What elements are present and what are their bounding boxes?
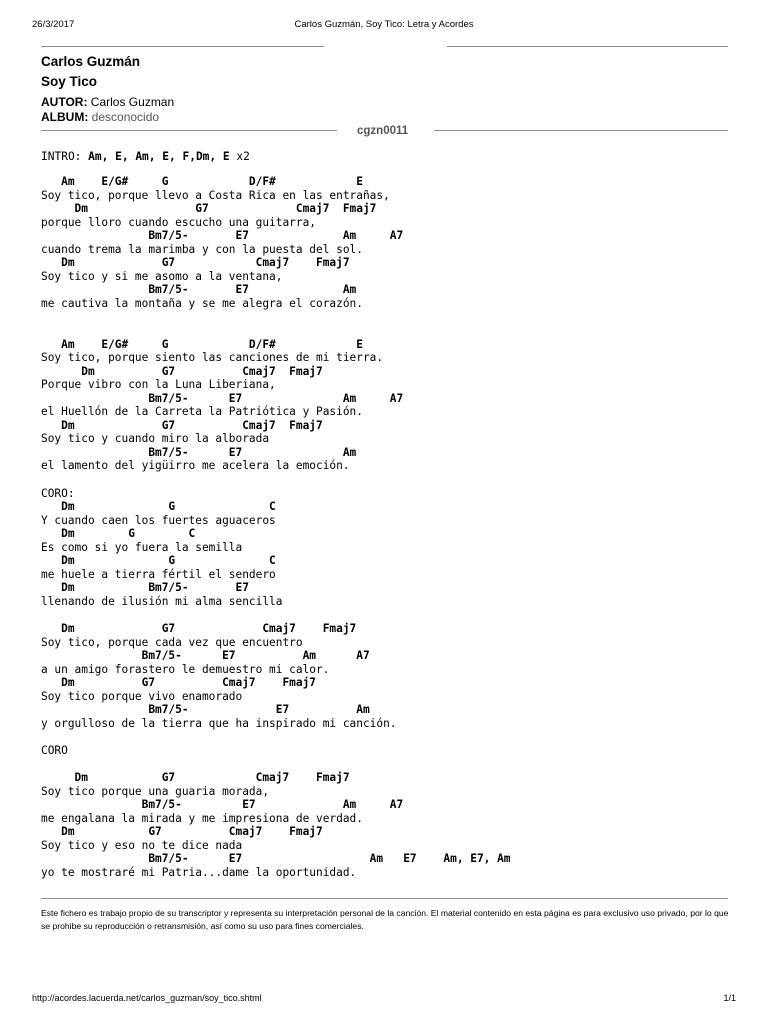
top-rule-right	[447, 46, 728, 47]
lyric-line: Soy tico y cuando miro la alborada	[41, 432, 270, 446]
chord-line: Dm G C	[41, 554, 276, 568]
lyric-line: Es como si yo fuera la semilla	[41, 540, 243, 554]
lyric-line: Soy tico porque vivo enamorado	[41, 689, 243, 703]
chord-line: Bm7/5- E7 Am A7	[41, 649, 370, 663]
song-body	[41, 175, 511, 879]
chord-line: Dm G7 Cmaj7 Fmaj7	[41, 202, 377, 216]
album-label: ALBUM:	[41, 110, 89, 124]
lyric-line: me cautiva la montaña y se me alegra el corazón.	[41, 296, 363, 310]
section-label: CORO	[41, 743, 68, 757]
lyric-line: Y cuando caen los fuertes aguaceros	[41, 513, 276, 527]
intro-label: INTRO:	[41, 150, 82, 163]
chord-line: Dm G C	[41, 527, 196, 541]
lyric-line: yo te mostraré mi Patria...dame la oportunidad.	[41, 865, 357, 879]
artist-name: Carlos Guzmán	[41, 54, 141, 69]
lyric-line: cuando trema la marimba y con la puesta del sol.	[41, 242, 363, 256]
lyric-line: me engalana la mirada y me impresiona de verdad.	[41, 811, 363, 825]
chord-line: Bm7/5- E7 Am	[41, 703, 370, 717]
print-date: 26/3/2017	[32, 19, 75, 30]
disclaimer: Este fichero es trabajo propio de su transcriptor y representa su interpretación personal de la canción. El material contenido en esta página es para exclusivo uso privado, por lo que se prohibe su reproducción o retransmisión, así como su uso para fines comerciales.	[41, 908, 729, 931]
song-title: Soy Tico	[41, 74, 98, 89]
chord-line: Bm7/5- E7 Am	[41, 445, 357, 459]
autor-value: Carlos Guzman	[90, 95, 175, 109]
album-row	[41, 110, 159, 124]
lyric-line: Porque vibro con la Luna Liberiana,	[41, 378, 276, 392]
intro-repeat: x2	[236, 150, 250, 163]
lyric-line: a un amigo forastero le demuestro mi calor.	[41, 662, 330, 676]
autor-row	[41, 95, 174, 109]
chord-line: Bm7/5- E7 Am	[41, 283, 357, 297]
chord-line: Bm7/5- E7 Am A7	[41, 229, 404, 243]
code-rule-left	[41, 130, 337, 131]
blank-line	[41, 324, 511, 338]
intro-line	[41, 150, 250, 163]
footer-rule	[41, 898, 728, 899]
footer-url[interactable]: http://acordes.lacuerda.net/carlos_guzman/soy_tico.shtml	[32, 993, 262, 1003]
print-page-title: Carlos Guzmán, Soy Tico: Letra y Acordes	[294, 19, 474, 30]
lyric-line: el lamento del yigüirro me acelera la emoción.	[41, 459, 350, 473]
lyric-line: llenando de ilusión mi alma sencilla	[41, 594, 283, 608]
top-rule-left	[41, 46, 324, 47]
chord-line: Dm G7 Cmaj7 Fmaj7	[41, 364, 323, 378]
chord-line: Bm7/5- E7 Am A7	[41, 798, 404, 812]
chord-line: Dm Bm7/5- E7	[41, 581, 249, 595]
chord-line: Dm G7 Cmaj7 Fmaj7	[41, 771, 350, 785]
chord-line: Dm G7 Cmaj7 Fmaj7	[41, 256, 350, 270]
blank-line	[41, 730, 511, 744]
blank-line	[41, 473, 511, 487]
chord-line: Bm7/5- E7 Am E7 Am, E7, Am	[41, 852, 511, 866]
lyric-line: Soy tico, porque cada vez que encuentro	[41, 635, 303, 649]
chord-line: Dm G7 Cmaj7 Fmaj7	[41, 676, 316, 690]
chord-line: Dm G7 Cmaj7 Fmaj7	[41, 418, 323, 432]
lyric-line: Soy tico y eso no te dice nada	[41, 838, 243, 852]
chord-line: Bm7/5- E7 Am A7	[41, 391, 404, 405]
chord-line: Dm G7 Cmaj7 Fmaj7	[41, 622, 357, 636]
lyric-line: Soy tico, porque siento las canciones de mi tierra.	[41, 351, 384, 365]
chord-line: Dm G7 Cmaj7 Fmaj7	[41, 825, 323, 839]
autor-label: AUTOR:	[41, 95, 88, 109]
chord-line: Am E/G# G D/F# E	[41, 175, 363, 188]
lyric-line: Soy tico porque una guaria morada,	[41, 784, 270, 798]
blank-line	[41, 758, 511, 772]
blank-line	[41, 310, 511, 324]
album-value: desconocido	[91, 110, 160, 124]
lyric-line: porque lloro cuando escucho una guitarra,	[41, 215, 316, 229]
lyric-line: el Huellón de la Carreta la Patriótica y Pasión.	[41, 405, 363, 419]
lyric-line: Soy tico, porque llevo a Costa Rica en las entrañas,	[41, 188, 390, 202]
intro-chords: Am, E, Am, E, F,Dm, E	[88, 150, 230, 163]
blank-line	[41, 609, 511, 623]
chord-line: Dm G C	[41, 500, 276, 514]
song-code: cgzn0011	[357, 125, 409, 137]
lyric-line: y orgulloso de la tierra que ha inspirado mi canción.	[41, 716, 397, 730]
lyric-line: me huele a tierra fértil el sendero	[41, 567, 276, 581]
chord-line: Am E/G# G D/F# E	[41, 337, 363, 351]
section-label: CORO:	[41, 486, 75, 500]
footer-page-number: 1/1	[723, 993, 736, 1003]
lyric-line: Soy tico y si me asomo a la ventana,	[41, 269, 283, 283]
code-rule-right	[434, 130, 728, 131]
